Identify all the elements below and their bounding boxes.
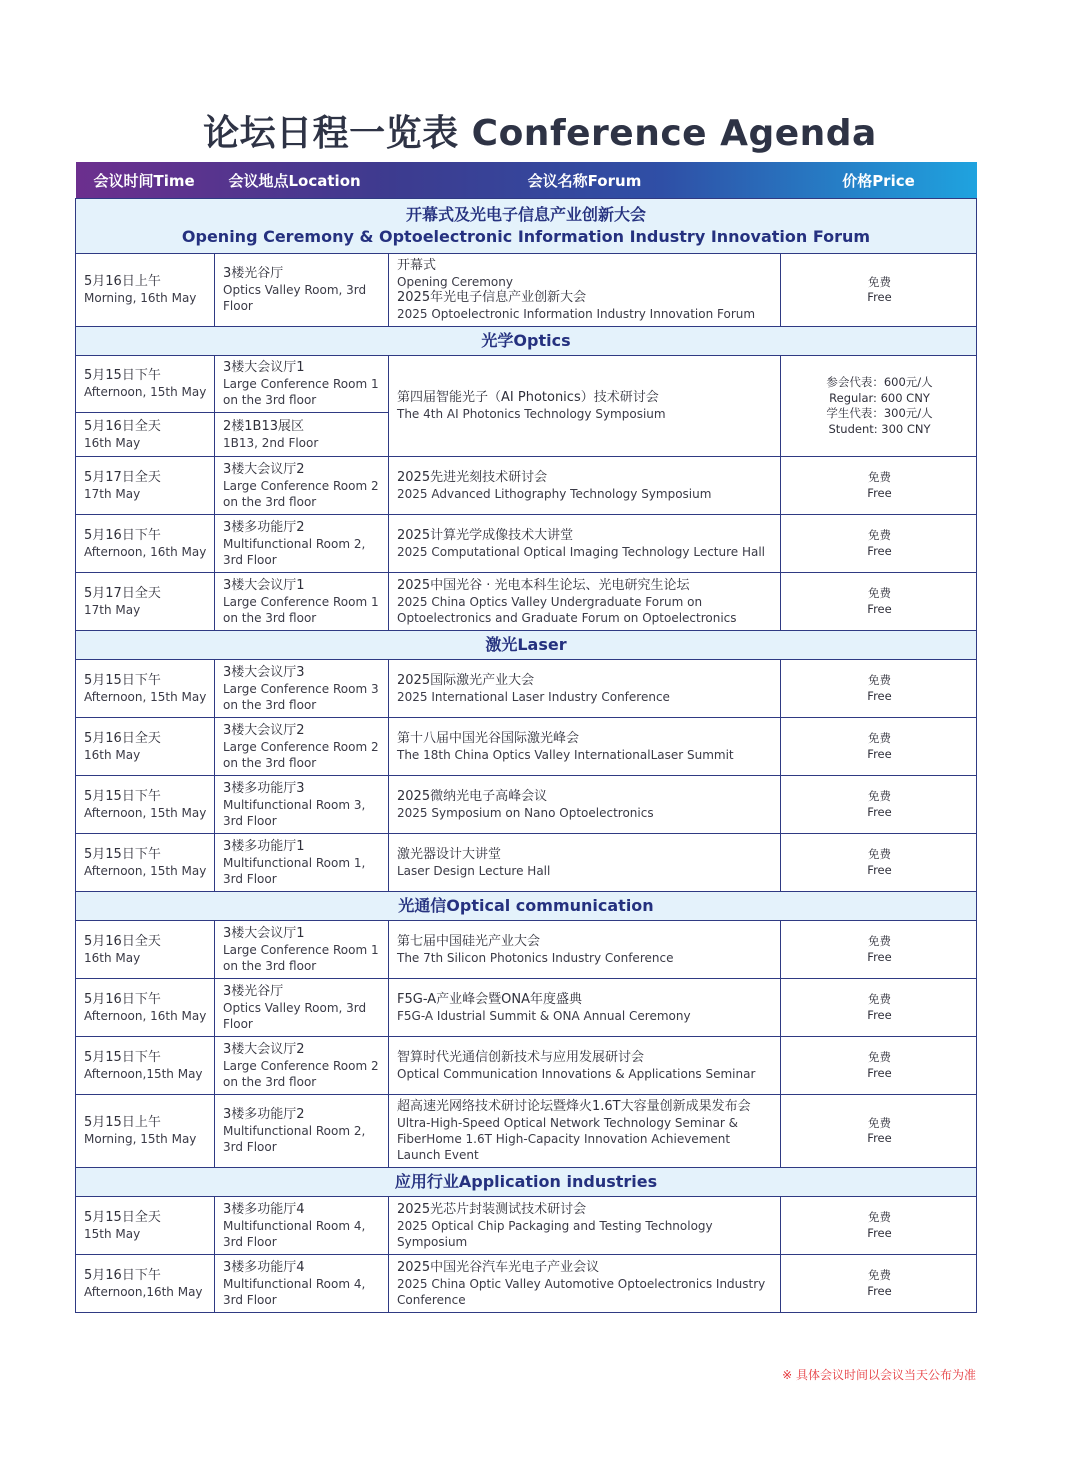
forum-line: 2025先进光刻技术研讨会 xyxy=(397,469,548,485)
forum-line: 智算时代光通信创新技术与应用发展研讨会 xyxy=(397,1049,645,1065)
cell-location xyxy=(215,1095,389,1168)
forum-line: 2025中国光谷 · 光电本科生论坛、光电研究生论坛 xyxy=(397,577,690,593)
price-line: 免费 xyxy=(868,470,891,484)
cell-forum xyxy=(389,834,781,892)
time-zh: 5月17日全天 xyxy=(84,469,161,485)
cell-price xyxy=(781,660,977,718)
cell-price xyxy=(781,1255,977,1313)
cell-location xyxy=(215,515,389,573)
time-zh: 5月16日上午 xyxy=(84,274,161,289)
cell-time xyxy=(76,660,215,718)
cell-location xyxy=(215,356,389,413)
cell-time xyxy=(76,573,215,631)
section-title-en: Opening Ceremony & Optoelectronic Information Industry Innovation Forum xyxy=(181,227,871,246)
agenda-table xyxy=(75,162,977,1313)
section-row xyxy=(76,199,977,254)
cell-forum xyxy=(389,254,781,327)
location-en: Large Conference Room 2 on the 3rd floor xyxy=(223,478,379,509)
price-line: Free xyxy=(867,1131,892,1145)
location-zh: 3楼大会议厅2 xyxy=(223,722,305,738)
time-zh: 5月17日全天 xyxy=(84,585,161,601)
price-line: 免费 xyxy=(868,274,891,289)
section-row xyxy=(76,327,977,356)
location-en: Large Conference Room 1 on the 3rd floor xyxy=(223,942,379,973)
forum-line: 2025年光电子信息产业创新大会 xyxy=(397,290,587,305)
time-en: Afternoon, 16th May xyxy=(84,1008,207,1023)
location-en: Large Conference Room 1 on the 3rd floor xyxy=(223,377,379,407)
time-zh: 5月15日下午 xyxy=(84,1049,161,1065)
table-row xyxy=(76,1037,977,1095)
time-en: Afternoon,16th May xyxy=(84,1284,203,1299)
forum-line: 2025 Optical Chip Packaging and Testing Technology Symposium xyxy=(397,1218,713,1249)
price-line: Free xyxy=(867,804,892,819)
time-zh: 5月16日全天 xyxy=(84,933,161,949)
cell-price xyxy=(781,356,977,457)
location-en: Multifunctional Room 2, 3rd Floor xyxy=(223,1124,366,1154)
time-zh: 5月16日下午 xyxy=(84,1267,161,1283)
forum-line: 2025 Symposium on Nano Optoelectronics xyxy=(397,805,654,820)
forum-line: 开幕式 xyxy=(397,258,437,273)
location-zh: 3楼多功能厅1 xyxy=(223,838,305,854)
table-row xyxy=(76,254,977,327)
price-line: Free xyxy=(867,949,892,964)
location-zh: 3楼大会议厅2 xyxy=(223,461,305,477)
time-en: Morning, 16th May xyxy=(84,291,197,305)
location-en: Multifunctional Room 1, 3rd Floor xyxy=(223,855,366,886)
time-en: Morning, 15th May xyxy=(84,1132,197,1146)
cell-location xyxy=(215,254,389,327)
forum-line: 激光器设计大讲堂 xyxy=(397,846,502,862)
forum-line: F5G-A Idustrial Summit & ONA Annual Ceremony xyxy=(397,1008,691,1023)
time-en: Afternoon, 15th May xyxy=(84,385,207,399)
price-line: 免费 xyxy=(868,992,891,1006)
time-en: Afternoon, 15th May xyxy=(84,689,207,704)
cell-forum xyxy=(389,979,781,1037)
location-en: Multifunctional Room 3, 3rd Floor xyxy=(223,797,366,828)
location-en: Multifunctional Room 4, 3rd Floor xyxy=(223,1218,366,1249)
cell-forum xyxy=(389,573,781,631)
location-en: Optics Valley Room, 3rd Floor xyxy=(223,1000,367,1031)
forum-line: 2025 China Optic Valley Automotive Optoelectronics Industry Conference xyxy=(397,1276,766,1307)
section-title xyxy=(76,892,977,921)
forum-line: 2025 China Optics Valley Undergraduate Forum on Optoelectronics and Graduate Forum on Optoelectronics xyxy=(397,594,737,625)
price-line: 免费 xyxy=(868,1268,891,1282)
location-zh: 3楼多功能厅3 xyxy=(223,780,305,796)
price-line: Free xyxy=(867,862,892,877)
cell-location xyxy=(215,718,389,776)
price-line: Free xyxy=(867,1283,892,1298)
location-zh: 3楼大会议厅2 xyxy=(223,1041,305,1057)
time-zh: 5月16日下午 xyxy=(84,527,161,543)
cell-price xyxy=(781,573,977,631)
cell-forum xyxy=(389,718,781,776)
section-row xyxy=(76,631,977,660)
cell-time xyxy=(76,718,215,776)
cell-price xyxy=(781,515,977,573)
header-location: 会议地点Location xyxy=(228,171,361,190)
cell-forum xyxy=(389,1095,781,1168)
table-row xyxy=(76,834,977,892)
cell-time xyxy=(76,776,215,834)
table-row xyxy=(76,1197,977,1255)
table-row xyxy=(76,457,977,515)
cell-forum xyxy=(389,515,781,573)
section-title xyxy=(76,1168,977,1197)
forum-line: 2025微纳光电子高峰会议 xyxy=(397,788,548,804)
price-line: 免费 xyxy=(868,673,891,687)
price-line: 免费 xyxy=(868,1115,891,1130)
time-en: 15th May xyxy=(84,1226,141,1241)
section-title xyxy=(76,199,977,254)
time-en: 17th May xyxy=(84,602,141,617)
location-zh: 3楼多功能厅4 xyxy=(223,1201,305,1217)
cell-time xyxy=(76,254,215,327)
cell-location xyxy=(215,1037,389,1095)
time-zh: 5月15日全天 xyxy=(84,1209,161,1225)
time-en: 17th May xyxy=(84,486,141,501)
time-en: 16th May xyxy=(84,950,141,965)
forum-line: 2025 Advanced Lithography Technology Symposium xyxy=(397,486,712,501)
time-zh: 5月15日下午 xyxy=(84,788,161,804)
section-title xyxy=(76,327,977,356)
cell-forum xyxy=(389,356,781,457)
cell-time xyxy=(76,413,215,457)
forum-line: 2025计算光学成像技术大讲堂 xyxy=(397,527,574,543)
section-title-zh: 光通信Optical communication xyxy=(398,896,654,915)
cell-price xyxy=(781,1197,977,1255)
price-line: 免费 xyxy=(868,528,891,542)
location-zh: 3楼光谷厅 xyxy=(223,983,284,999)
table-row xyxy=(76,356,977,413)
cell-forum xyxy=(389,1197,781,1255)
price-line: Free xyxy=(867,688,892,703)
price-line: Free xyxy=(867,601,892,616)
cell-location xyxy=(215,921,389,979)
cell-time xyxy=(76,1037,215,1095)
table-row xyxy=(76,1095,977,1168)
table-row xyxy=(76,776,977,834)
cell-time xyxy=(76,356,215,413)
agenda-table-container xyxy=(75,162,976,1313)
cell-location xyxy=(215,834,389,892)
location-zh: 3楼多功能厅4 xyxy=(223,1259,305,1275)
time-en: 16th May xyxy=(84,747,141,762)
cell-location xyxy=(215,573,389,631)
cell-price xyxy=(781,834,977,892)
time-en: Afternoon, 16th May xyxy=(84,544,207,559)
time-zh: 5月15日上午 xyxy=(84,1115,161,1130)
table-row xyxy=(76,573,977,631)
forum-line: The 7th Silicon Photonics Industry Conference xyxy=(397,950,674,965)
cell-location xyxy=(215,1255,389,1313)
table-row xyxy=(76,1255,977,1313)
forum-line: 第四届智能光子（AI Photonics）技术研讨会 xyxy=(397,390,659,405)
table-row xyxy=(76,660,977,718)
header-price: 价格Price xyxy=(842,171,915,190)
section-title-zh: 光学Optics xyxy=(481,331,571,350)
forum-line: 2025 International Laser Industry Conference xyxy=(397,689,670,704)
section-title-zh: 应用行业Application industries xyxy=(394,1172,658,1191)
forum-line: 2025国际激光产业大会 xyxy=(397,672,535,688)
table-row xyxy=(76,718,977,776)
page-title: 论坛日程一览表 Conference Agenda xyxy=(203,113,877,154)
cell-price xyxy=(781,1037,977,1095)
cell-location xyxy=(215,413,389,457)
forum-line: 2025 Computational Optical Imaging Technology Lecture Hall xyxy=(397,544,766,559)
section-title-zh: 开幕式及光电子信息产业创新大会 xyxy=(405,205,646,224)
cell-time xyxy=(76,1255,215,1313)
location-en: Optics Valley Room, 3rd Floor xyxy=(223,283,367,313)
forum-line: 超高速光网络技术研讨论坛暨烽火1.6T大容量创新成果发布会 xyxy=(397,1099,751,1114)
cell-forum xyxy=(389,1255,781,1313)
forum-line: 第七届中国硅光产业大会 xyxy=(397,933,541,949)
table-row xyxy=(76,921,977,979)
cell-time xyxy=(76,1197,215,1255)
forum-line: 2025中国光谷汽车光电子产业会议 xyxy=(397,1259,600,1275)
cell-location xyxy=(215,660,389,718)
time-en: Afternoon, 15th May xyxy=(84,863,207,878)
price-line: Free xyxy=(867,1007,892,1022)
forum-line: Optical Communication Innovations & Applications Seminar xyxy=(397,1066,756,1081)
table-row xyxy=(76,979,977,1037)
cell-forum xyxy=(389,921,781,979)
location-zh: 3楼大会议厅1 xyxy=(223,577,305,593)
forum-line: Ultra-High-Speed Optical Network Technology Seminar & FiberHome 1.6T High-Capacity Innovation Achievement Launch Event xyxy=(397,1116,739,1162)
cell-time xyxy=(76,921,215,979)
cell-time xyxy=(76,979,215,1037)
cell-forum xyxy=(389,660,781,718)
section-title xyxy=(76,631,977,660)
cell-forum xyxy=(389,776,781,834)
price-line: 学生代表：300元/人 xyxy=(826,406,933,420)
forum-line: The 4th AI Photonics Technology Symposium xyxy=(397,407,666,421)
time-en: Afternoon,15th May xyxy=(84,1066,203,1081)
section-row xyxy=(76,892,977,921)
location-zh: 2楼1B13展区 xyxy=(223,418,305,434)
forum-line: 第十八届中国光谷国际激光峰会 xyxy=(397,730,580,746)
forum-line: F5G-A产业峰会暨ONA年度盛典 xyxy=(397,991,582,1007)
cell-price xyxy=(781,1095,977,1168)
forum-line: Laser Design Lecture Hall xyxy=(397,863,551,878)
location-en: Large Conference Room 2 on the 3rd floor xyxy=(223,1058,379,1089)
price-line: 免费 xyxy=(868,847,891,861)
table-body xyxy=(76,199,977,1313)
time-zh: 5月16日下午 xyxy=(84,991,161,1007)
price-line: Free xyxy=(867,290,892,304)
cell-price xyxy=(781,254,977,327)
header-forum: 会议名称Forum xyxy=(527,171,642,190)
cell-time xyxy=(76,457,215,515)
cell-price xyxy=(781,921,977,979)
table-header xyxy=(76,162,977,199)
price-line: 参会代表：600元/人 xyxy=(826,375,933,389)
time-zh: 5月16日全天 xyxy=(84,418,161,434)
cell-location xyxy=(215,457,389,515)
location-en: 1B13, 2nd Floor xyxy=(223,435,319,450)
cell-forum xyxy=(389,457,781,515)
header-time: 会议时间Time xyxy=(93,171,195,190)
cell-price xyxy=(781,457,977,515)
price-line: 免费 xyxy=(868,789,891,803)
forum-line: Opening Ceremony xyxy=(397,275,513,289)
forum-line: 2025光芯片封装测试技术研讨会 xyxy=(397,1201,587,1217)
location-zh: 3楼光谷厅 xyxy=(223,266,284,281)
location-en: Large Conference Room 2 on the 3rd floor xyxy=(223,739,379,770)
location-zh: 3楼多功能厅2 xyxy=(223,1107,305,1122)
cell-time xyxy=(76,515,215,573)
location-en: Multifunctional Room 2, 3rd Floor xyxy=(223,536,366,567)
location-en: Large Conference Room 3 on the 3rd floor xyxy=(223,681,379,712)
price-line: Free xyxy=(867,746,892,761)
location-en: Multifunctional Room 4, 3rd Floor xyxy=(223,1276,366,1307)
cell-forum xyxy=(389,1037,781,1095)
location-zh: 3楼大会议厅1 xyxy=(223,925,305,941)
time-zh: 5月15日下午 xyxy=(84,368,161,383)
price-line: Student: 300 CNY xyxy=(828,421,931,436)
cell-time xyxy=(76,834,215,892)
cell-location xyxy=(215,1197,389,1255)
footnote: ※ 具体会议时间以会议当天公布为准 xyxy=(782,1368,976,1382)
cell-location xyxy=(215,776,389,834)
price-line: Regular: 600 CNY xyxy=(829,390,930,405)
price-line: 免费 xyxy=(868,934,891,948)
price-line: Free xyxy=(867,1225,892,1240)
time-en: 16th May xyxy=(84,435,141,450)
price-line: 免费 xyxy=(868,1050,891,1064)
price-line: 免费 xyxy=(868,1210,891,1224)
cell-price xyxy=(781,718,977,776)
time-zh: 5月16日全天 xyxy=(84,730,161,746)
price-line: 免费 xyxy=(868,586,891,600)
location-zh: 3楼大会议厅1 xyxy=(223,360,305,375)
section-title-zh: 激光Laser xyxy=(485,635,567,654)
table-row xyxy=(76,515,977,573)
cell-location xyxy=(215,979,389,1037)
forum-line: 2025 Optoelectronic Information Industry Innovation Forum xyxy=(397,307,756,321)
section-row xyxy=(76,1168,977,1197)
time-zh: 5月15日下午 xyxy=(84,672,161,688)
price-line: Free xyxy=(867,543,892,558)
time-en: Afternoon, 15th May xyxy=(84,805,207,820)
time-zh: 5月15日下午 xyxy=(84,846,161,862)
location-zh: 3楼大会议厅3 xyxy=(223,664,305,680)
location-en: Large Conference Room 1 on the 3rd floor xyxy=(223,594,379,625)
cell-time xyxy=(76,1095,215,1168)
cell-price xyxy=(781,979,977,1037)
price-line: 免费 xyxy=(868,731,891,745)
forum-line: The 18th China Optics Valley InternationalLaser Summit xyxy=(397,747,734,762)
price-line: Free xyxy=(867,1065,892,1080)
price-line: Free xyxy=(867,485,892,500)
cell-price xyxy=(781,776,977,834)
location-zh: 3楼多功能厅2 xyxy=(223,519,305,535)
